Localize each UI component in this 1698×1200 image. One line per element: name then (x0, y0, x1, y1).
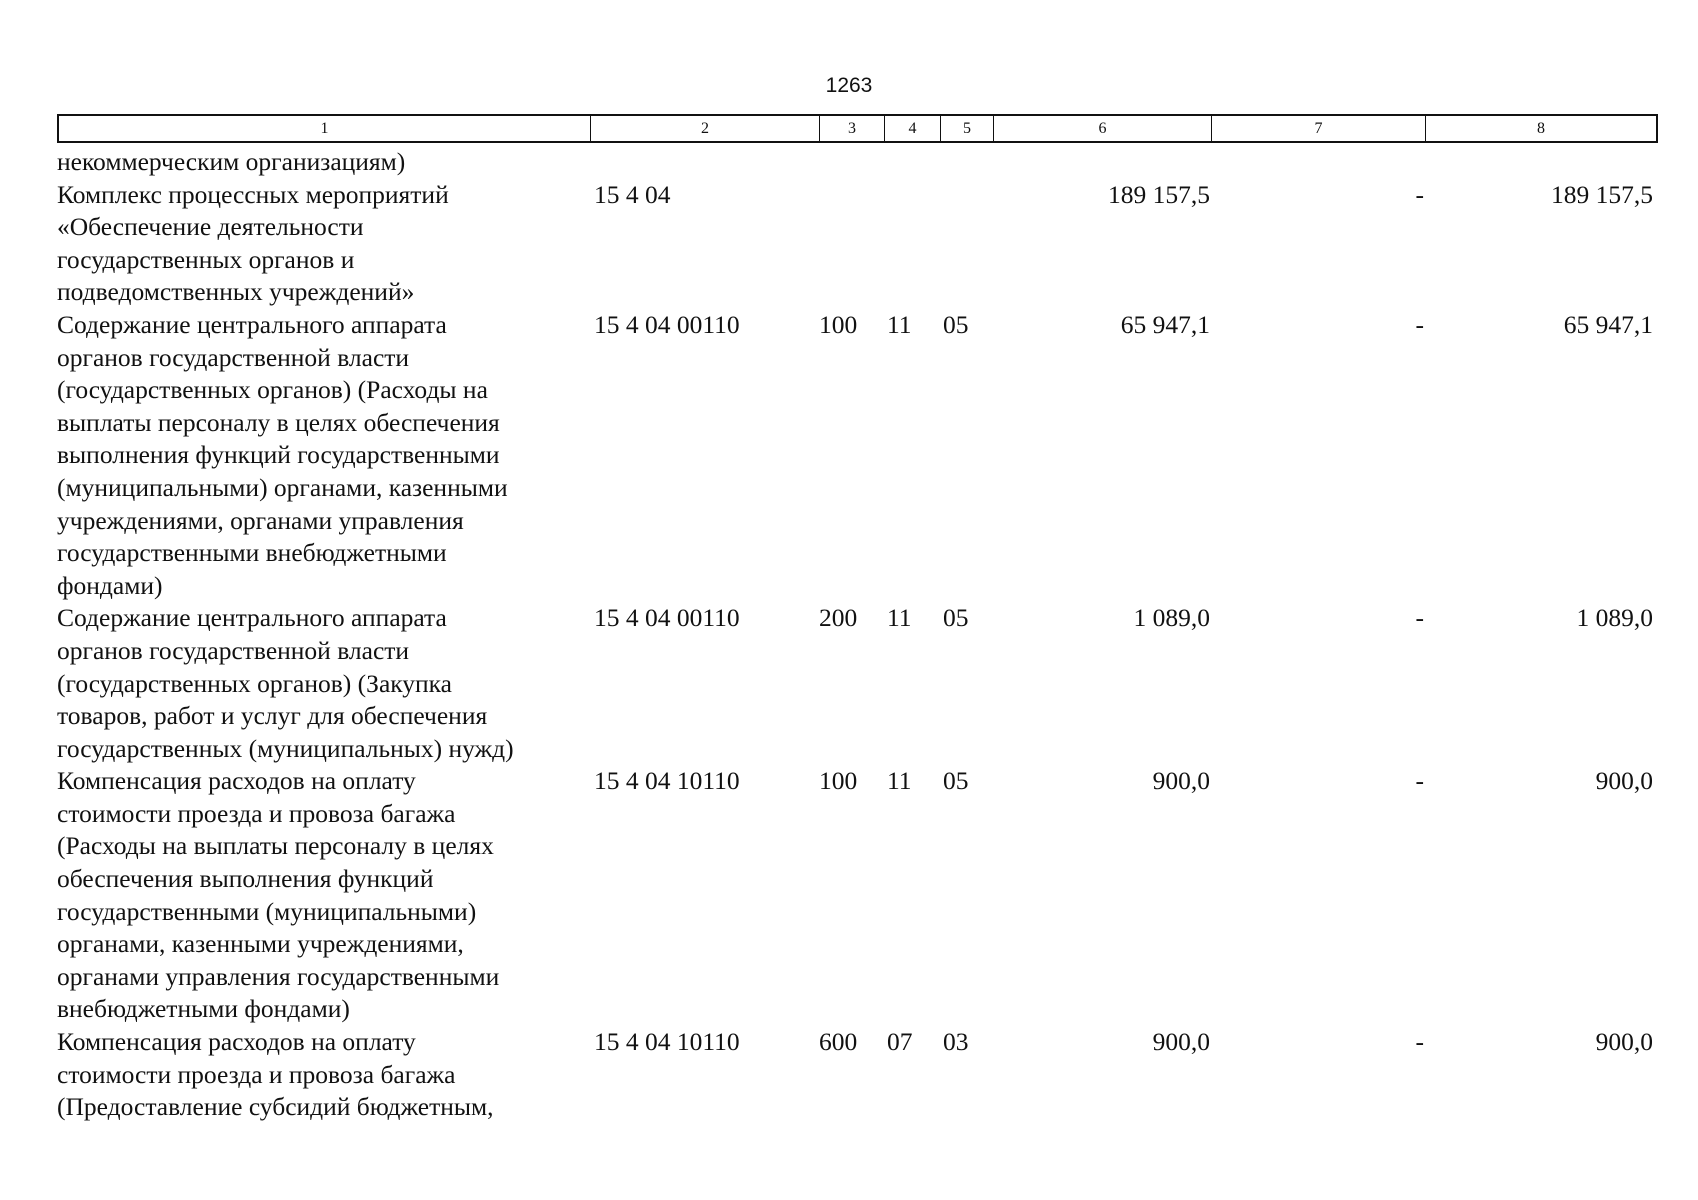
row-col-3: 100 (819, 766, 858, 796)
description-line: выполнения функций государственными (57, 440, 500, 470)
row-col-5: 03 (943, 1027, 969, 1057)
row-col-3: 100 (819, 309, 858, 339)
row-code: 15 4 04 (594, 179, 671, 209)
row-col-3 (818, 146, 883, 179)
header-col-4: 4 (885, 116, 941, 141)
description-line: (государственных органов) (Закупка (57, 668, 453, 698)
row-description (57, 309, 589, 602)
row-col-6: 900,0 (1152, 766, 1210, 796)
row-col-5 (939, 146, 992, 179)
description-line: обеспечения выполнения функций (57, 864, 434, 894)
description-line: Содержание центрального аппарата (57, 603, 447, 633)
row-code: 15 4 04 10110 (594, 1027, 740, 1057)
header-col-5: 5 (941, 116, 994, 141)
row-col-8 (1424, 146, 1653, 179)
row-col-7: - (1415, 766, 1424, 796)
row-col-4 (883, 179, 939, 309)
row-description (57, 1026, 589, 1124)
description-line: органов государственной власти (57, 342, 410, 372)
row-col-5: 05 (943, 766, 969, 796)
description-line: органов государственной власти (57, 635, 410, 665)
table-body (57, 146, 1658, 1124)
row-col-8: 900,0 (1595, 766, 1653, 796)
row-col-7: - (1415, 1027, 1424, 1057)
description-line: (Предоставление субсидий бюджетным, (57, 1092, 494, 1122)
description-line: фондами) (57, 570, 163, 600)
row-col-4: 11 (887, 309, 912, 339)
row-col-3: 200 (819, 603, 858, 633)
row-col-8: 1 089,0 (1576, 603, 1653, 633)
page-number: 1263 (825, 74, 873, 97)
description-line: (государственных органов) (Расходы на (57, 375, 488, 405)
table-row (57, 765, 1658, 1026)
row-col-5: 05 (943, 603, 969, 633)
row-description (57, 146, 589, 179)
header-col-8: 8 (1537, 120, 1545, 137)
row-col-4 (883, 146, 939, 179)
row-code: 15 4 04 00110 (594, 603, 740, 633)
description-line: государственных органов и (57, 244, 355, 274)
description-line: органами управления государственными (57, 961, 500, 991)
table-row (57, 179, 1658, 309)
header-col-7: 7 (1212, 116, 1426, 141)
row-col-4: 11 (887, 766, 912, 796)
row-col-7 (1210, 146, 1424, 179)
table-row (57, 1026, 1658, 1124)
header-col-3: 3 (820, 116, 885, 141)
row-col-7: - (1415, 179, 1424, 209)
table-row (57, 146, 1658, 179)
row-col-4: 07 (887, 1027, 913, 1057)
row-col-7: - (1415, 309, 1424, 339)
row-description (57, 602, 589, 765)
row-col-3 (818, 179, 883, 309)
description-line: «Обеспечение деятельности (57, 212, 364, 242)
row-col-6: 1 089,0 (1133, 603, 1210, 633)
row-col-5 (939, 179, 992, 309)
description-line: государственными (муниципальными) (57, 896, 477, 926)
row-code (589, 146, 818, 179)
description-line: Компенсация расходов на оплату (57, 1027, 416, 1057)
row-description (57, 765, 589, 1026)
description-line: выплаты персоналу в целях обеспечения (57, 407, 500, 437)
table-row (57, 309, 1658, 602)
row-col-8: 65 947,1 (1563, 309, 1653, 339)
row-col-4: 11 (887, 603, 912, 633)
description-line: Комплекс процессных мероприятий (57, 179, 449, 209)
row-description (57, 179, 589, 309)
description-line: стоимости проезда и провоза багажа (57, 798, 456, 828)
description-line: некоммерческим организациям) (57, 147, 406, 176)
description-line: органами, казенными учреждениями, (57, 929, 464, 959)
table-header (57, 114, 1658, 143)
description-line: (муниципальными) органами, казенными (57, 472, 508, 502)
header-col-6: 6 (994, 116, 1212, 141)
row-col-8: 189 157,5 (1551, 179, 1653, 209)
description-line: учреждениями, органами управления (57, 505, 464, 535)
description-line: государственными внебюджетными (57, 538, 447, 568)
header-col-1: 1 (59, 116, 591, 141)
row-col-6: 189 157,5 (1108, 179, 1210, 209)
row-col-7: - (1415, 603, 1424, 633)
description-line: товаров, работ и услуг для обеспечения (57, 701, 488, 731)
row-col-6 (992, 146, 1210, 179)
row-col-8: 900,0 (1595, 1027, 1653, 1057)
row-col-6: 900,0 (1152, 1027, 1210, 1057)
description-line: Содержание центрального аппарата (57, 309, 447, 339)
row-col-5: 05 (943, 309, 969, 339)
row-code: 15 4 04 00110 (594, 309, 740, 339)
description-line: Компенсация расходов на оплату (57, 766, 416, 796)
description-line: государственных (муниципальных) нужд) (57, 733, 514, 763)
description-line: внебюджетными фондами) (57, 994, 350, 1024)
description-line: подведомственных учреждений» (57, 277, 415, 307)
row-col-3: 600 (819, 1027, 858, 1057)
description-line: стоимости проезда и провоза багажа (57, 1059, 456, 1089)
header-col-2: 2 (591, 116, 820, 141)
table-row (57, 602, 1658, 765)
description-line: (Расходы на выплаты персоналу в целях (57, 831, 494, 861)
row-col-6: 65 947,1 (1120, 309, 1210, 339)
row-code: 15 4 04 10110 (594, 766, 740, 796)
